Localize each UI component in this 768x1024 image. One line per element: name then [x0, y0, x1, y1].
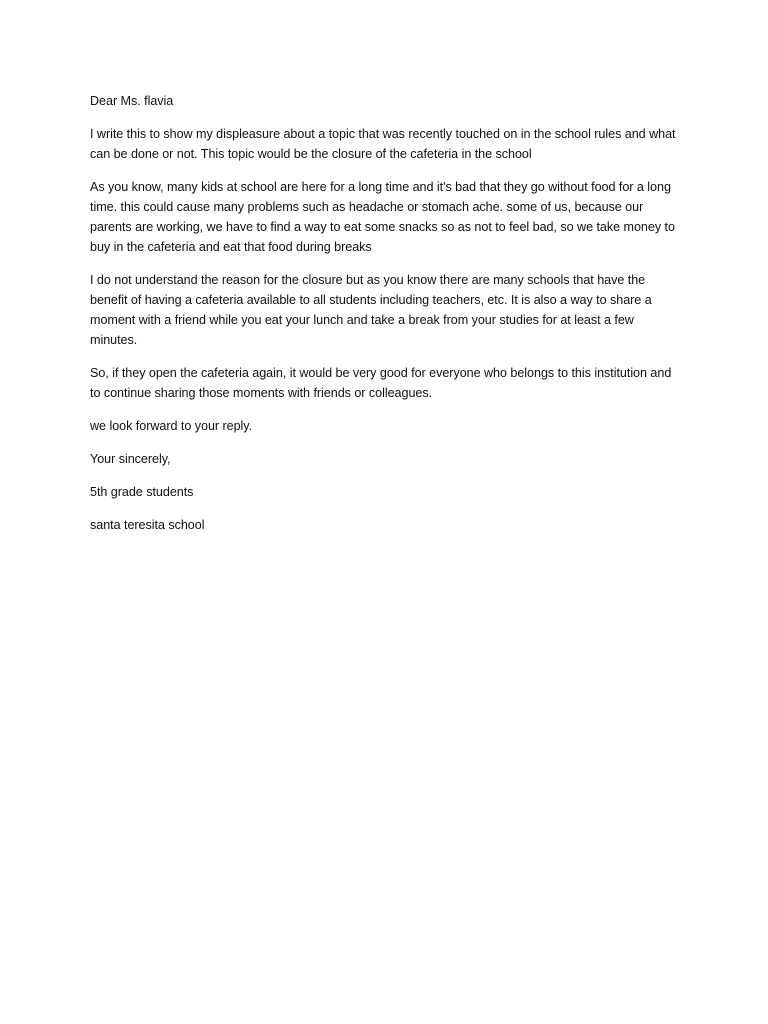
letter-paragraph-3: I do not understand the reason for the closure but as you know there are many schools that have the benefit of having a cafeteria available to all students including teachers, etc. It is also a way to share a moment with a friend while you eat your lunch and take a break from your studies for at least a few minutes.	[90, 273, 652, 347]
letter-body	[90, 91, 682, 548]
letter-paragraph-5: we look forward to your reply.	[90, 419, 253, 433]
letter-signature-line-1: 5th grade students	[90, 485, 194, 499]
letter-salutation: Dear Ms. flavia	[90, 94, 174, 108]
letter-signature-line-2: santa teresita school	[90, 518, 205, 532]
letter-paragraph-2: As you know, many kids at school are here for a long time and it's bad that they go without food for a long time. this could cause many problems such as headache or stomach ache. some of us, because our parents are working, we have to find a way to eat some snacks so as not to feel bad, so we take money to buy in the cafeteria and eat that food during breaks	[90, 180, 675, 254]
letter-closing: Your sincerely,	[90, 452, 171, 466]
letter-paragraph-1: I write this to show my displeasure about a topic that was recently touched on in the school rules and what can be done or not. This topic would be the closure of the cafeteria in the school	[90, 127, 676, 161]
letter-paragraph-4: So, if they open the cafeteria again, it would be very good for everyone who belongs to this institution and to continue sharing those moments with friends or colleagues.	[90, 366, 672, 400]
